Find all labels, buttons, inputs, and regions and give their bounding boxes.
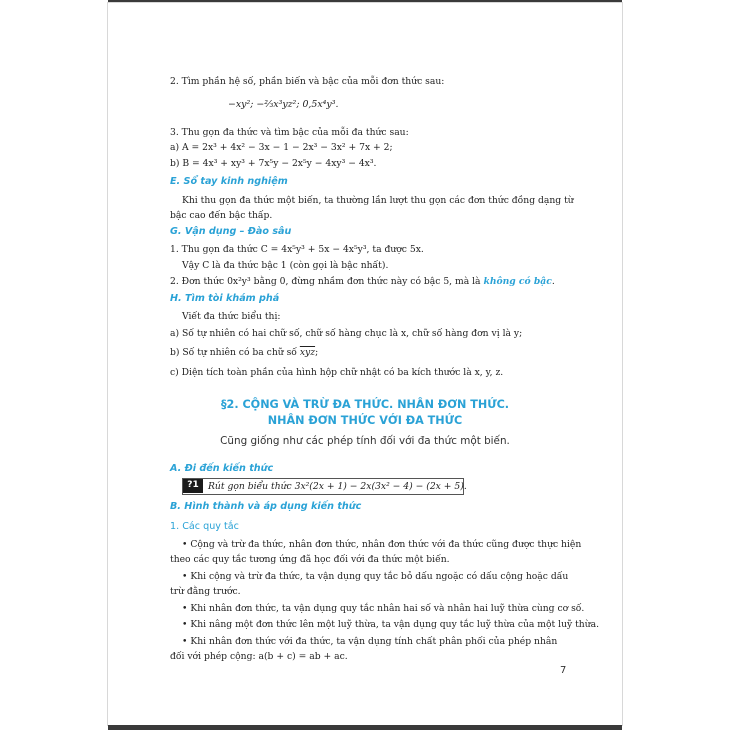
heading-b: B. Hình thành và áp dụng kiến thức: [170, 501, 362, 512]
exercise-3b: b) B = 4x³ + xy³ + 7x⁵y − 2x⁵y − 4xy³ − 4x³.: [170, 158, 377, 169]
heading-e: E. Sổ tay kinh nghiệm: [170, 176, 288, 187]
apply-2: 2. Đơn thức 0x²y³ bằng 0, đừng nhầm đơn thức này có bậc 5, mà là không có bậc.: [170, 276, 555, 287]
heading-g: G. Vận dụng – Đào sâu: [170, 226, 292, 237]
rule-5-line-2: đối với phép cộng: a(b + c) = ab + ac.: [170, 651, 348, 662]
exercise-3: 3. Thu gọn đa thức và tìm bậc của mỗi đa thức sau:: [170, 127, 409, 138]
heading-h: H. Tìm tòi khám phá: [170, 293, 280, 304]
rule-5-line-1: • Khi nhân đơn thức với đa thức, ta vận dụng tính chất phân phối của phép nhân: [182, 636, 558, 647]
rule-2-line-2: trừ đằng trước.: [170, 586, 241, 597]
apply-1-note: Vậy C là đa thức bậc 1 (còn gọi là bậc nhất).: [182, 260, 389, 271]
tip-line-1: Khi thu gọn đa thức một biến, ta thường lần lượt thu gọn các đơn thức đồng dạng từ: [182, 195, 574, 206]
page-number: 7: [560, 665, 567, 676]
question-badge: ?1: [183, 479, 203, 493]
heading-b1: 1. Các quy tắc: [170, 521, 239, 532]
overline-xyz: $\overline{xyz}$: [299, 347, 316, 358]
rule-2-line-1: • Khi cộng và trừ đa thức, ta vận dụng quy tắc bỏ dấu ngoặc có dấu cộng hoặc dấu: [182, 571, 569, 582]
exercise-2: 2. Tìm phần hệ số, phần biến và bậc của mỗi đơn thức sau:: [170, 76, 445, 87]
bottom-border: [108, 725, 622, 730]
rule-1-line-2: theo các quy tắc tương ứng đã học đối với đa thức một biến.: [170, 554, 450, 565]
explore-intro: Viết đa thức biểu thị:: [182, 311, 281, 322]
exercise-3a: a) A = 2x³ + 4x² − 3x − 1 − 2x³ − 3x² + 7x + 2;: [170, 142, 393, 153]
section-title-line-2: NHÂN ĐƠN THỨC VỚI ĐA THỨC: [267, 414, 463, 427]
highlight-no-degree: không có bậc: [483, 276, 552, 287]
section-subtitle: Cũng giống như các phép tính đối với đa thức một biến.: [220, 435, 510, 447]
rule-4: • Khi nâng một đơn thức lên một luỹ thừa, ta vận dụng quy tắc luỹ thừa của một luỹ thừa.: [182, 619, 600, 630]
tip-line-2: bậc cao đến bậc thấp.: [170, 210, 273, 221]
question-text: Rút gọn biểu thức 3x²(2x + 1) − 2x(3x² − 4) − (2x + 5).: [208, 481, 467, 492]
explore-c: c) Diện tích toàn phần của hình hộp chữ nhật có ba kích thước là x, y, z.: [170, 367, 504, 378]
explore-b: b) Số tự nhiên có ba chữ số $\overline{xyz}$;: [170, 347, 319, 358]
section-title-line-1: §2. CỘNG VÀ TRỪ ĐA THỨC. NHÂN ĐƠN THỨC.: [220, 398, 510, 411]
rule-1-line-1: • Cộng và trừ đa thức, nhân đơn thức, nhân đơn thức với đa thức cũng được thực hiện: [182, 539, 582, 550]
monomials-list: −xy²; −⅔x³yz²; 0,5x⁴y³.: [228, 99, 339, 110]
rule-3: • Khi nhân đơn thức, ta vận dụng quy tắc nhân hai số và nhân hai luỹ thừa cùng cơ số.: [182, 603, 585, 614]
heading-a: A. Đi đến kiến thức: [170, 463, 274, 474]
book-page: [108, 3, 622, 725]
explore-a: a) Số tự nhiên có hai chữ số, chữ số hàng chục là x, chữ số hàng đơn vị là y;: [170, 328, 523, 339]
apply-1: 1. Thu gọn đa thức C = 4x⁵y³ + 5x − 4x⁵y³, ta được 5x.: [170, 244, 424, 255]
